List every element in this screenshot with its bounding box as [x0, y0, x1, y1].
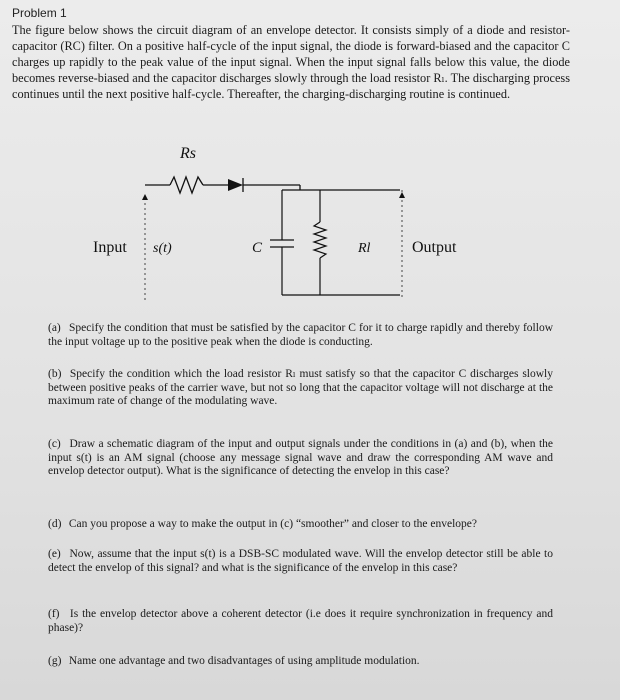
question-e-text: Now, assume that the input s(t) is a DSB-SC modulated wave. Will the envelop detector still be able to detect the envelop of this signal? and what is the significance of the envelop in this case? — [48, 548, 553, 574]
source-resistor — [170, 177, 203, 193]
capacitor-label: C — [252, 240, 263, 256]
question-d — [48, 518, 553, 532]
diode — [228, 179, 243, 191]
question-e-label: (e) — [48, 548, 61, 560]
question-b — [48, 368, 553, 409]
question-f-label: (f) — [48, 608, 60, 620]
signal-label: s(t) — [153, 241, 172, 256]
question-g-label: (g) — [48, 655, 62, 667]
question-f — [48, 608, 553, 635]
problem-title: Problem 1 — [12, 6, 67, 20]
rl-label: Rl — [358, 241, 371, 256]
question-g-text: Name one advantage and two disadvantages of using amplitude modulation. — [68, 655, 420, 667]
rc-network — [270, 190, 400, 295]
question-d-label: (d) — [48, 518, 62, 530]
top-wire — [145, 177, 300, 193]
load-resistor — [314, 222, 326, 258]
arrow-tips — [142, 192, 405, 200]
question-c-text: Draw a schematic diagram of the input and output signals under the conditions in (a) and (b), when the input s(t) is an AM signal (choose any message signal wave and draw the corresponding AM wave and envelop detector output). What is the significance of detecting the envelop in this case? — [48, 438, 554, 477]
problem-intro: The figure below shows the circuit diagram of an envelope detector. It consists simply of a diode and resistor-capacitor (RC) filter. On a positive half-cycle of the input signal, the diode is forward-biased and the capacitor C charges up rapidly to the peak value of the input signal. When the input signal falls below this value, the diode becomes reverse-biased and the capacitor discharges slowly through the load resistor Rₗ. The discharging process continues until the next positive half-cycle. Thereafter, the charging-discharging routine is continued. — [12, 23, 570, 101]
question-f-text: Is the envelop detector above a coherent detector (i.e does it require synchronization in frequency and phase)? — [48, 608, 554, 634]
question-d-text: Can you propose a way to make the output in (c) “smoother” and closer to the envelope? — [68, 518, 477, 530]
rs-label — [179, 145, 196, 162]
input-label: Input — [93, 239, 127, 256]
question-b-text: Specify the condition which the load resistor Rₗ must satisfy so that the capacitor C discharges slowly between positive peaks of the carrier wave, but not so long that the capacitor voltage will not discharge at the maximum rate of change of the modulating wave. — [48, 368, 554, 407]
rs-label-main: Rs — [180, 145, 196, 162]
question-a — [48, 322, 553, 349]
output-label: Output — [412, 239, 457, 256]
question-c — [48, 438, 553, 479]
envelope-detector-circuit — [0, 140, 620, 310]
question-a-text: Specify the condition that must be satisfied by the capacitor C for it to charge rapidly and thereby follow the input voltage up to the positive peak when the diode is conducting. — [48, 322, 553, 348]
question-e — [48, 548, 553, 575]
question-a-label: (a) — [48, 322, 61, 334]
question-g — [48, 655, 553, 669]
question-c-label: (c) — [48, 438, 61, 450]
question-b-label: (b) — [48, 368, 62, 380]
